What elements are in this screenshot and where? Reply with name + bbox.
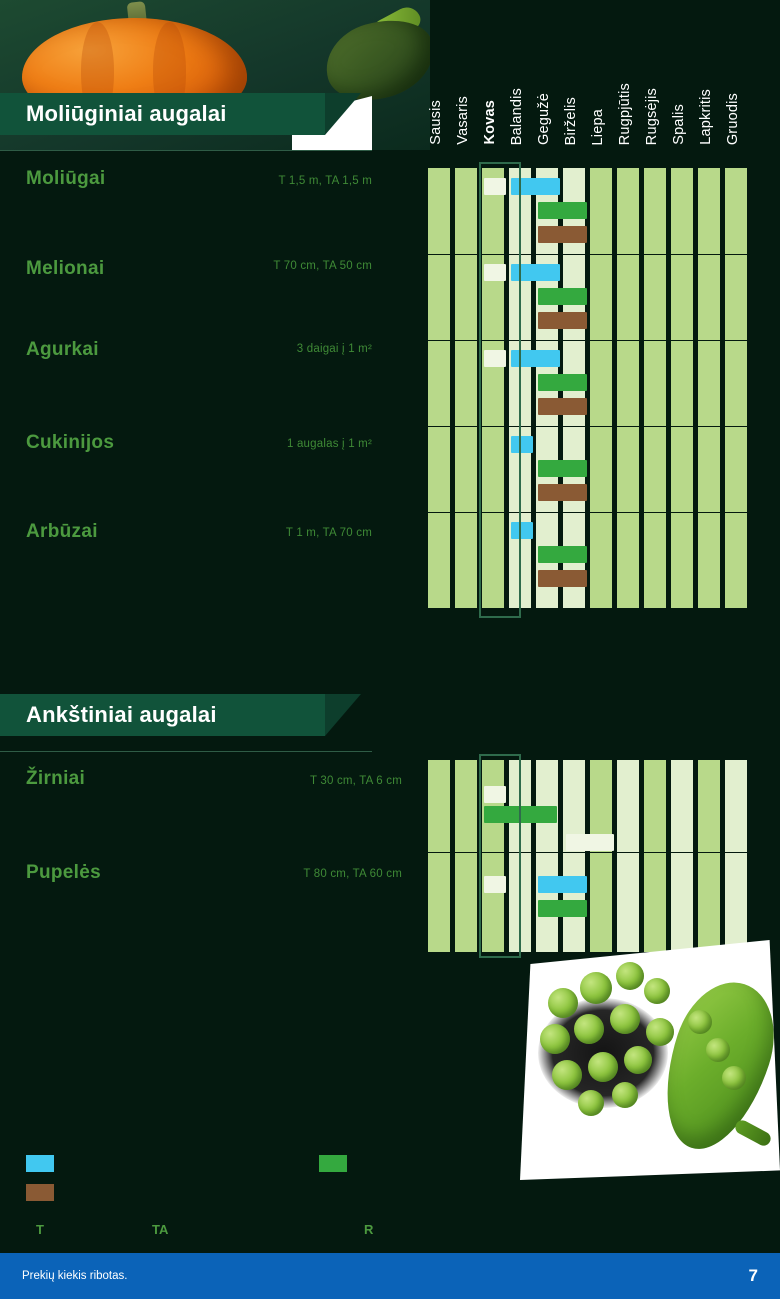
legend-swatch-sowing-outdoors [26, 1184, 54, 1201]
grid-column-spalis [671, 760, 693, 952]
pea-image [610, 1004, 640, 1034]
legend-label-t: T [36, 1222, 44, 1237]
plant-name-moliugai: Moliūgai [26, 168, 106, 189]
grid-column-vasaris [455, 168, 477, 608]
plant-spec-cukinijos: 1 augalas į 1 m² [286, 438, 372, 450]
month-label-lapkritis: Lapkritis [698, 89, 714, 145]
bar-harvest-pupeles [538, 900, 587, 917]
plant-name-agurkai: Agurkai [26, 339, 99, 360]
bar-harvest-arbuzai [538, 546, 587, 563]
grid-column-lapkritis [698, 760, 720, 952]
peas-photo [520, 940, 780, 1180]
pea-image [552, 1060, 582, 1090]
grid-column-rugpjutis [617, 760, 639, 952]
grid-row-separator [428, 426, 750, 427]
plant-name-pupeles: Pupelės [26, 862, 101, 883]
plant-spec-zirniai: T 30 cm, TA 6 cm [309, 775, 402, 787]
grid-column-liepa [590, 168, 612, 608]
bar-harvest-cukinijos [538, 460, 587, 477]
section-title-moliuginiai: Moliūginiai augalai [26, 101, 227, 126]
month-label-rugpjutis: Rugpjūtis [617, 82, 633, 145]
plant-spec-melionai: T 70 cm, TA 50 cm [273, 260, 372, 272]
page-number: 7 [748, 1266, 758, 1285]
grid-column-liepa [590, 760, 612, 952]
bar-sowing-outdoors-melionai [538, 312, 587, 329]
calendar-grid-ankstiniai [428, 760, 750, 952]
pea-image [588, 1052, 618, 1082]
grid-column-birzelis [563, 760, 585, 952]
month-label-birzelis: Birželis [563, 96, 579, 145]
footer-note: Prekių kiekis ribotas. [22, 1270, 128, 1282]
pea-image [578, 1090, 604, 1116]
grid-column-geguze [536, 760, 558, 952]
pea-in-pod [722, 1066, 746, 1090]
grid-column-sausis [428, 760, 450, 952]
section-rule-1 [0, 150, 372, 151]
grid-column-gruodis [725, 760, 747, 952]
current-month-highlight [479, 754, 521, 958]
plant-spec-arbuzai: T 1 m, TA 70 cm [285, 527, 372, 539]
section-rule-2 [0, 751, 372, 752]
bar-sowing-outdoors-cukinijos [538, 484, 587, 501]
bar-sowing-outdoors-arbuzai [538, 570, 587, 587]
bar-harvest-moliugai [538, 202, 587, 219]
month-label-geguze: Gegužė [536, 93, 552, 145]
legend-swatch-sowing-indoors [26, 1155, 54, 1172]
calendar-grid-moliuginiai [428, 168, 750, 608]
month-label-rugsejis: Rugsėjis [644, 87, 660, 145]
month-label-gruodis: Gruodis [725, 92, 741, 145]
grid-column-gruodis [725, 168, 747, 608]
grid-column-sausis [428, 168, 450, 608]
legend-swatch-harvest [319, 1155, 347, 1172]
pea-pod-tip [733, 1118, 773, 1148]
bar-harvest-agurkai [538, 374, 587, 391]
bar-pale-zirniai-2 [566, 834, 614, 851]
pea-image [548, 988, 578, 1018]
pea-in-pod [706, 1038, 730, 1062]
grid-row-separator [428, 254, 750, 255]
legend-label-r: R [364, 1222, 374, 1237]
current-month-highlight [479, 162, 521, 618]
bar-harvest-melionai [538, 288, 587, 305]
section-banner-ankstiniai [0, 694, 325, 736]
pea-image [540, 1024, 570, 1054]
grid-row-separator [428, 340, 750, 341]
banner-tail-2 [325, 694, 361, 736]
calendar-month-header [428, 40, 750, 145]
pea-image [612, 1082, 638, 1108]
pea-in-pod [688, 1010, 712, 1034]
month-label-sausis: Sausis [428, 100, 444, 145]
grid-column-rugsejis [644, 760, 666, 952]
month-label-spalis: Spalis [671, 104, 687, 145]
pea-image [624, 1046, 652, 1074]
month-label-kovas: Kovas [482, 100, 498, 145]
page-footer [0, 1253, 780, 1299]
section-title-ankstiniai: Ankštiniai augalai [26, 702, 217, 727]
pea-image [580, 972, 612, 1004]
plant-name-cukinijos: Cukinijos [26, 432, 115, 453]
month-label-balandis: Balandis [509, 87, 525, 145]
section-banner-moliuginiai [0, 93, 325, 135]
pea-image [644, 978, 670, 1004]
month-label-vasaris: Vasaris [455, 96, 471, 145]
grid-row-separator [428, 852, 750, 853]
grid-column-lapkritis [698, 168, 720, 608]
plant-name-arbuzai: Arbūzai [26, 521, 98, 542]
grid-column-spalis [671, 168, 693, 608]
grid-column-rugpjutis [617, 168, 639, 608]
grid-row-separator [428, 512, 750, 513]
month-label-liepa: Liepa [590, 108, 606, 145]
plant-name-melionai: Melionai [26, 258, 105, 279]
pea-image [616, 962, 644, 990]
legend-label-ta: TA [152, 1222, 169, 1237]
pea-image [574, 1014, 604, 1044]
grid-column-rugsejis [644, 168, 666, 608]
plant-spec-agurkai: 3 daigai į 1 m² [296, 343, 372, 355]
plant-name-zirniai: Žirniai [26, 768, 86, 789]
bar-sowing-outdoors-moliugai [538, 226, 587, 243]
plant-spec-pupeles: T 80 cm, TA 60 cm [303, 868, 402, 880]
pea-image [646, 1018, 674, 1046]
plant-spec-moliugai: T 1,5 m, TA 1,5 m [278, 175, 372, 187]
bar-sowing-outdoors-agurkai [538, 398, 587, 415]
bar-sowing-indoors-pupeles [538, 876, 587, 893]
grid-column-vasaris [455, 760, 477, 952]
